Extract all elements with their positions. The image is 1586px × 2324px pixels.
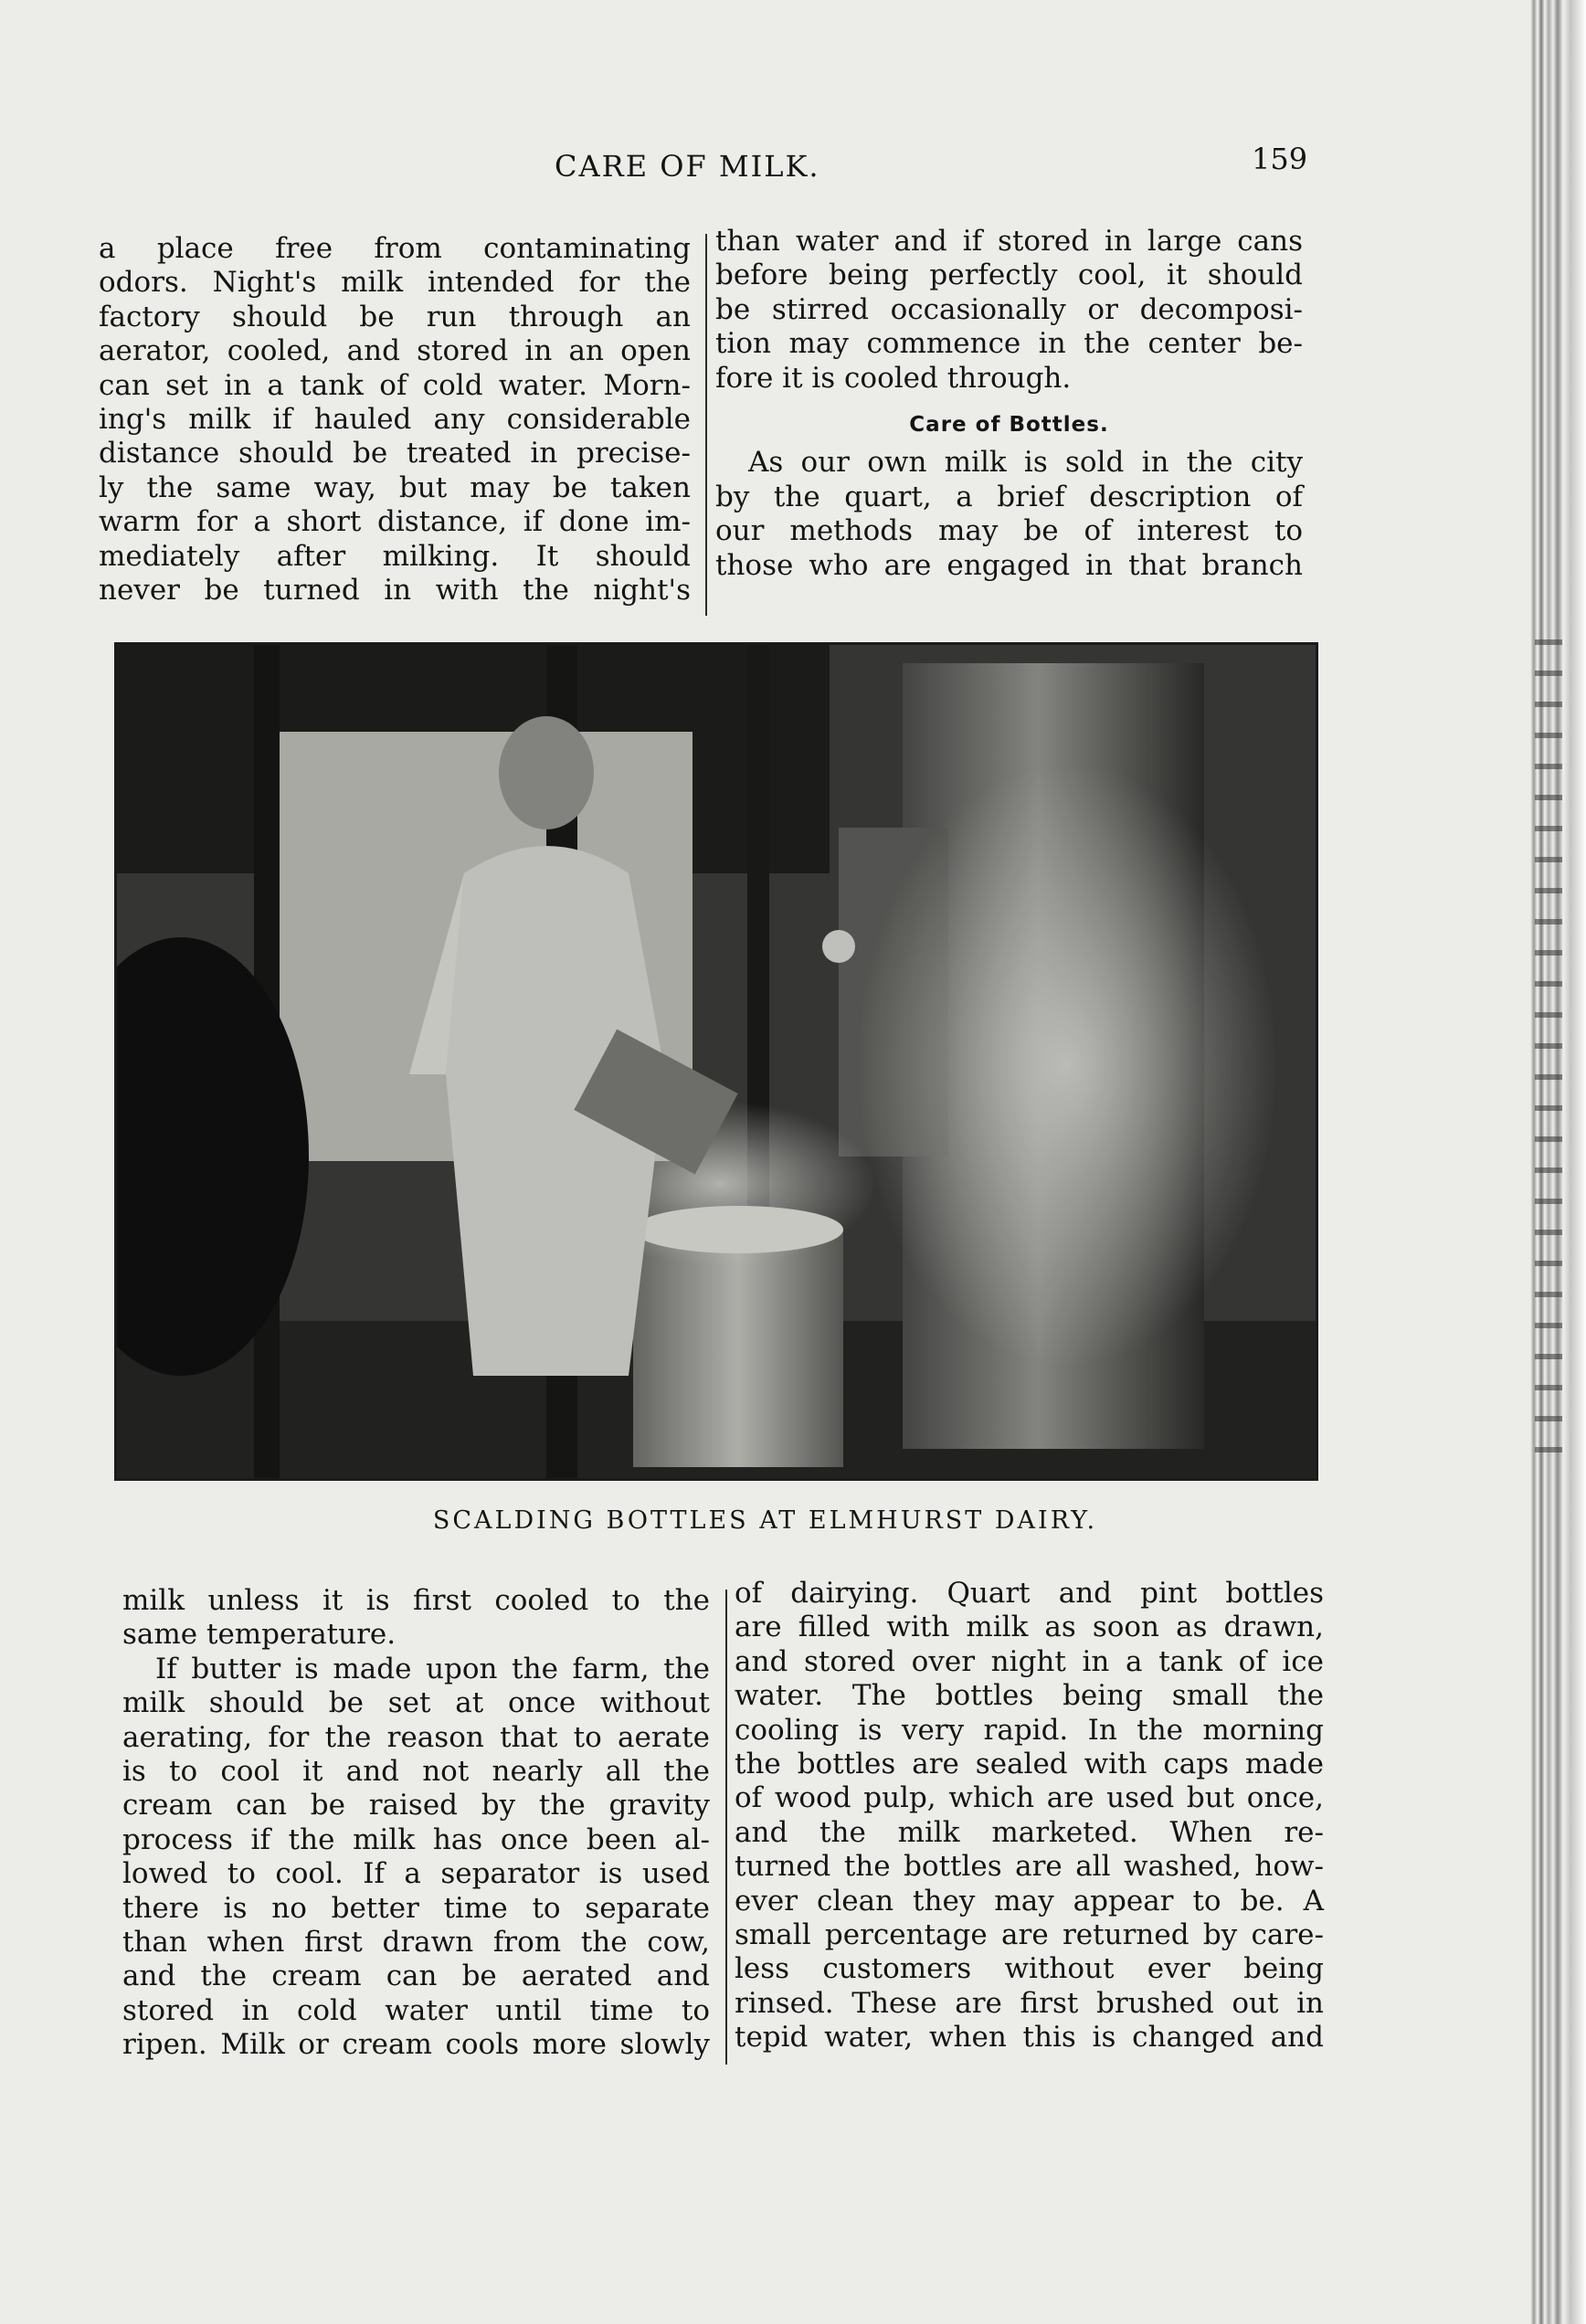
text-line: turned the bottles are all washed, how-: [735, 1850, 1324, 1884]
text-line: ever clean they may appear to be. A: [735, 1884, 1324, 1917]
text-line: odors. Night's milk intended for the: [99, 266, 691, 300]
column-divider: [725, 1590, 727, 2065]
text-line: milk unless it is first cooled to the: [122, 1584, 710, 1617]
text-line: and the cream can be aerated and: [122, 1960, 710, 1993]
text-line: be stirred occasionally or decomposi-: [715, 292, 1303, 326]
text-line: distance should be treated in precise-: [99, 437, 691, 470]
top-right-column: [715, 225, 1303, 583]
text-line: than when first drawn from the cow,: [122, 1926, 710, 1960]
text-line: warm for a short distance, if done im-: [99, 505, 691, 539]
text-line: and the milk marketed. When re-: [735, 1815, 1324, 1849]
column-divider: [705, 234, 707, 616]
text-line: milk should be set at once without: [122, 1686, 710, 1720]
text-line: ly the same way, but may be taken: [99, 470, 691, 504]
text-line: As our own milk is sold in the city: [748, 446, 1303, 480]
text-line: less customers without ever being: [735, 1952, 1324, 1986]
text-line: never be turned in with the night's: [99, 574, 691, 607]
photo-illustration: [117, 645, 1316, 1478]
text-line: ripen. Milk or cream cools more slowly: [122, 2028, 710, 2062]
top-left-column: [99, 232, 691, 607]
text-line: aerator, cooled, and stored in an open: [99, 334, 691, 368]
text-line: mediately after milking. It should: [99, 539, 691, 573]
text-line: process if the milk has once been al-: [122, 1822, 710, 1856]
text-line: tion may commence in the center be-: [715, 327, 1303, 361]
text-line: small percentage are returned by care-: [735, 1918, 1324, 1952]
text-line: are filled with milk as soon as drawn,: [735, 1611, 1324, 1644]
photo-tint: [117, 645, 1316, 1478]
text-line: before being perfectly cool, it should: [715, 259, 1303, 292]
text-line: of dairying. Quart and pint bottles: [735, 1577, 1324, 1610]
page-edge-marks: [1535, 639, 1562, 1462]
figure-caption: SCALDING BOTTLES AT ELMHURST DAIRY.: [432, 1506, 1098, 1535]
bottom-right-column: [735, 1577, 1324, 2055]
text-line: cream can be raised by the gravity: [122, 1789, 710, 1822]
text-line: aerating, for the reason that to aerate: [122, 1720, 710, 1754]
text-line: our methods may be of interest to: [715, 514, 1303, 548]
text-line: same temperature.: [122, 1618, 396, 1652]
text-line: can set in a tank of cold water. Morn-: [99, 368, 691, 402]
text-line: lowed to cool. If a separator is used: [122, 1857, 710, 1891]
dairy-photograph: [114, 642, 1318, 1481]
bottom-left-column: [122, 1584, 710, 2063]
text-line: fore it is cooled through.: [715, 361, 1072, 395]
section-subheading: Care of Bottles.: [909, 413, 1109, 438]
text-line: rinsed. These are first brushed out in: [735, 1986, 1324, 2020]
text-line: by the quart, a brief description of: [715, 480, 1303, 513]
text-line: If butter is made upon the farm, the: [155, 1652, 710, 1685]
text-line: of wood pulp, which are used but once,: [735, 1781, 1324, 1815]
text-line: than water and if stored in large cans: [715, 225, 1303, 258]
running-head: [0, 142, 1530, 195]
text-line: and stored over night in a tank of ice: [735, 1644, 1324, 1678]
text-line: is to cool it and not nearly all the: [122, 1755, 710, 1789]
text-line: stored in cold water until time to: [122, 1993, 710, 2027]
text-line: water. The bottles being small the: [735, 1679, 1324, 1713]
text-line: tepid water, when this is changed and: [735, 2021, 1324, 2055]
text-line: a place free from contaminating: [99, 232, 691, 265]
text-line: those who are engaged in that branch: [715, 548, 1303, 582]
text-line: ing's milk if hauled any considerable: [99, 403, 691, 437]
page-number: 159: [1252, 142, 1308, 176]
page-header-title: CARE OF MILK.: [555, 149, 820, 184]
text-line: there is no better time to separate: [122, 1891, 710, 1925]
text-line: the bottles are sealed with caps made: [735, 1748, 1324, 1781]
text-line: cooling is very rapid. In the morning: [735, 1713, 1324, 1747]
text-line: factory should be run through an: [99, 300, 691, 333]
